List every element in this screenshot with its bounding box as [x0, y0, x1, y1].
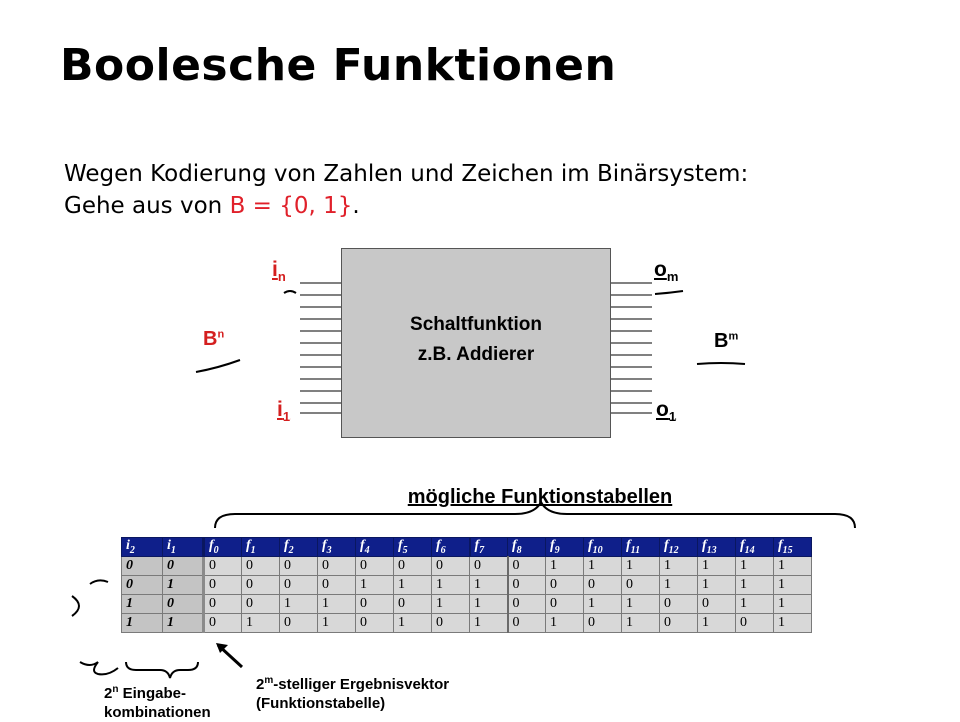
function-header-cell [470, 538, 508, 557]
function-header-cell [546, 538, 584, 557]
function-value-cell: 1 [584, 557, 622, 576]
table-row [122, 614, 812, 633]
function-value-cell: 0 [204, 576, 242, 595]
table-row [122, 557, 812, 576]
function-value-cell: 1 [470, 614, 508, 633]
function-header-cell-base: f [398, 538, 403, 554]
combos-exp: n [112, 684, 119, 695]
function-value-cell: 1 [622, 595, 660, 614]
function-header-cell [622, 538, 660, 557]
function-value-cell: 0 [508, 576, 546, 595]
pen-underline-bn [196, 360, 240, 372]
output-pin-top-base: o [654, 258, 667, 281]
function-value-cell: 1 [470, 576, 508, 595]
function-value-cell: 0 [318, 557, 356, 576]
function-value-cell: 0 [660, 595, 698, 614]
function-value-cell: 0 [660, 614, 698, 633]
box-label-line-2: z.B. Addierer [417, 344, 535, 365]
input-pin-top-base: i [272, 258, 278, 281]
output-pin-label-bottom [656, 398, 676, 424]
input-header-cell-sub: 2 [129, 544, 135, 556]
input-value-cell: 1 [163, 576, 204, 595]
vector-base: 2 [256, 676, 265, 693]
input-header-cell [163, 538, 204, 557]
function-header-cell [204, 538, 242, 557]
result-vector-note [256, 671, 449, 713]
function-value-cell: 0 [356, 595, 394, 614]
box-label-line-1: Schaltfunktion [410, 314, 542, 335]
function-value-cell: 1 [774, 614, 812, 633]
function-value-cell: 1 [660, 576, 698, 595]
input-pin-bottom-sub: 1 [282, 409, 291, 425]
function-header-cell-sub: 2 [288, 544, 294, 556]
function-value-cell: 1 [546, 614, 584, 633]
function-value-cell: 0 [280, 576, 318, 595]
function-value-cell: 1 [356, 576, 394, 595]
combos-base: 2 [104, 685, 113, 702]
function-value-cell: 1 [622, 557, 660, 576]
input-value-cell: 1 [122, 595, 163, 614]
vector-line-1-rest: -stelliger Ergebnisvektor [273, 676, 450, 693]
function-header-cell-base: f [322, 538, 327, 554]
function-header-cell-sub: 5 [402, 544, 408, 556]
function-header-cell-base: f [626, 538, 631, 554]
function-header-cell-base: f [512, 538, 517, 554]
function-tables [121, 537, 812, 633]
function-value-cell: 0 [508, 595, 546, 614]
function-value-cell: 1 [318, 595, 356, 614]
function-header-cell-sub: 12 [668, 544, 679, 556]
output-pin-label-top [654, 258, 678, 284]
input-pin-label-top [272, 258, 286, 284]
output-pin-bottom-sub: 1 [668, 409, 677, 425]
input-set-base: B [203, 328, 218, 350]
input-combinations-note [104, 680, 211, 722]
function-header-cell-sub: 9 [554, 544, 560, 556]
input-header-cell-base: i [167, 538, 171, 554]
function-value-cell: 0 [584, 576, 622, 595]
intro-line-2-suffix: . [352, 193, 360, 219]
function-value-cell: 0 [242, 557, 280, 576]
function-header-cell-sub: 3 [326, 544, 332, 556]
function-value-cell: 1 [622, 614, 660, 633]
pen-mark-out [655, 291, 683, 294]
function-header-cell-base: f [209, 538, 214, 554]
output-pins [611, 283, 652, 413]
function-value-cell: 0 [470, 557, 508, 576]
function-value-cell: 1 [698, 614, 736, 633]
function-value-cell: 0 [508, 557, 546, 576]
function-value-cell: 1 [546, 557, 584, 576]
function-value-cell: 1 [394, 614, 432, 633]
output-pin-bottom-base: o [656, 398, 669, 421]
function-value-cell: 0 [622, 576, 660, 595]
input-header-cell [122, 538, 163, 557]
function-header-cell-base: f [360, 538, 365, 554]
switching-function-box [341, 248, 611, 438]
function-value-cell: 1 [660, 557, 698, 576]
function-header-cell [736, 538, 774, 557]
input-set-exp: n [217, 328, 225, 341]
function-value-cell: 1 [394, 576, 432, 595]
table-header-row [122, 538, 812, 557]
function-value-cell: 0 [736, 614, 774, 633]
intro-line-1: Wegen Kodierung von Zahlen und Zeichen im Binärsystem: [64, 161, 749, 187]
function-header-cell-sub: 10 [592, 544, 603, 556]
input-pin-label-bottom [277, 398, 290, 424]
function-value-cell: 0 [546, 576, 584, 595]
function-value-cell: 0 [356, 557, 394, 576]
function-value-cell: 0 [280, 614, 318, 633]
function-header-cell-sub: 7 [479, 544, 485, 556]
input-set-label [203, 328, 224, 351]
function-header-cell-sub: 14 [744, 544, 755, 556]
input-value-cell: 0 [163, 557, 204, 576]
function-value-cell: 1 [736, 595, 774, 614]
pen-underline-bm [697, 363, 745, 364]
function-header-cell [584, 538, 622, 557]
function-header-cell-sub: 11 [630, 544, 641, 556]
function-header-cell-base: f [436, 538, 441, 554]
function-header-cell [774, 538, 812, 557]
table-row [122, 595, 812, 614]
combos-line-1-rest: Eingabe- [118, 685, 186, 702]
function-value-cell: 1 [698, 576, 736, 595]
function-header-cell [508, 538, 546, 557]
function-value-cell: 1 [432, 576, 470, 595]
function-header-cell-sub: 6 [440, 544, 446, 556]
function-header-cell-base: f [550, 538, 555, 554]
pen-mark-in [284, 291, 296, 293]
pen-squiggle [80, 662, 118, 674]
function-value-cell: 0 [394, 557, 432, 576]
function-value-cell: 0 [432, 557, 470, 576]
boolean-set-definition: B = {0, 1} [229, 193, 353, 219]
function-value-cell: 1 [774, 595, 812, 614]
vector-exp: m [264, 675, 274, 686]
function-value-cell: 0 [280, 557, 318, 576]
function-header-cell [432, 538, 470, 557]
function-value-cell: 1 [470, 595, 508, 614]
input-value-cell: 0 [163, 595, 204, 614]
table-row [122, 576, 812, 595]
function-header-cell-base: f [246, 538, 251, 554]
function-value-cell: 0 [204, 614, 242, 633]
function-value-cell: 1 [318, 614, 356, 633]
slide-title: Boolesche Funktionen [60, 40, 617, 91]
output-set-base: B [714, 330, 729, 352]
function-header-cell-sub: 13 [706, 544, 717, 556]
function-header-cell-base: f [664, 538, 669, 554]
function-header-cell [698, 538, 736, 557]
function-value-cell: 0 [584, 614, 622, 633]
function-value-cell: 0 [546, 595, 584, 614]
function-header-cell [280, 538, 318, 557]
input-pins [300, 283, 341, 413]
function-value-cell: 1 [242, 614, 280, 633]
function-header-cell [394, 538, 432, 557]
function-header-cell-base: f [588, 538, 593, 554]
function-header-cell-base: f [778, 538, 783, 554]
function-header-cell [356, 538, 394, 557]
input-value-cell: 0 [122, 557, 163, 576]
function-value-cell: 1 [584, 595, 622, 614]
function-value-cell: 1 [698, 557, 736, 576]
function-value-cell: 1 [736, 557, 774, 576]
function-header-cell-sub: 1 [250, 544, 256, 556]
input-combinations-line-2: kombinationen [104, 704, 211, 721]
function-value-cell: 0 [204, 595, 242, 614]
function-value-cell: 0 [242, 595, 280, 614]
output-set-label [714, 330, 738, 353]
function-value-cell: 0 [508, 614, 546, 633]
intro-line-2-prefix: Gehe aus von [64, 193, 230, 219]
function-header-cell-sub: 0 [213, 544, 219, 556]
function-header-cell [242, 538, 280, 557]
function-header-cell-sub: 8 [516, 544, 522, 556]
input-value-cell: 1 [122, 614, 163, 633]
input-value-cell: 0 [122, 576, 163, 595]
function-value-cell: 0 [318, 576, 356, 595]
output-set-exp: m [728, 330, 739, 343]
inputs-brace [126, 662, 198, 678]
function-header-cell-sub: 4 [364, 544, 370, 556]
pen-tick-row [90, 580, 108, 584]
function-header-cell-base: f [474, 538, 480, 554]
function-header-cell [318, 538, 356, 557]
input-combinations-line-1 [104, 680, 211, 703]
result-vector-line-1 [256, 671, 449, 694]
input-pin-top-sub: n [277, 269, 286, 285]
function-header-cell-base: f [740, 538, 745, 554]
function-value-cell: 0 [432, 614, 470, 633]
input-header-cell-sub: 1 [170, 544, 176, 556]
output-pin-top-sub: m [666, 269, 679, 285]
function-value-cell: 1 [280, 595, 318, 614]
function-value-cell: 1 [432, 595, 470, 614]
function-value-cell: 0 [204, 557, 242, 576]
function-value-cell: 0 [242, 576, 280, 595]
input-pin-bottom-base: i [277, 398, 283, 421]
function-value-cell: 0 [394, 595, 432, 614]
input-header-cell-base: i [126, 538, 130, 554]
function-value-cell: 1 [774, 557, 812, 576]
function-header-cell-sub: 15 [782, 544, 793, 556]
function-value-cell: 1 [774, 576, 812, 595]
function-value-cell: 0 [698, 595, 736, 614]
result-vector-line-2: (Funktionstabelle) [256, 695, 386, 712]
input-value-cell: 1 [163, 614, 204, 633]
function-header-cell [660, 538, 698, 557]
tables-heading: mögliche Funktionstabellen [407, 486, 673, 508]
function-header-cell-base: f [702, 538, 707, 554]
pen-curve-left [72, 596, 79, 616]
function-value-cell: 1 [736, 576, 774, 595]
function-header-cell-base: f [284, 538, 289, 554]
function-value-cell: 0 [356, 614, 394, 633]
